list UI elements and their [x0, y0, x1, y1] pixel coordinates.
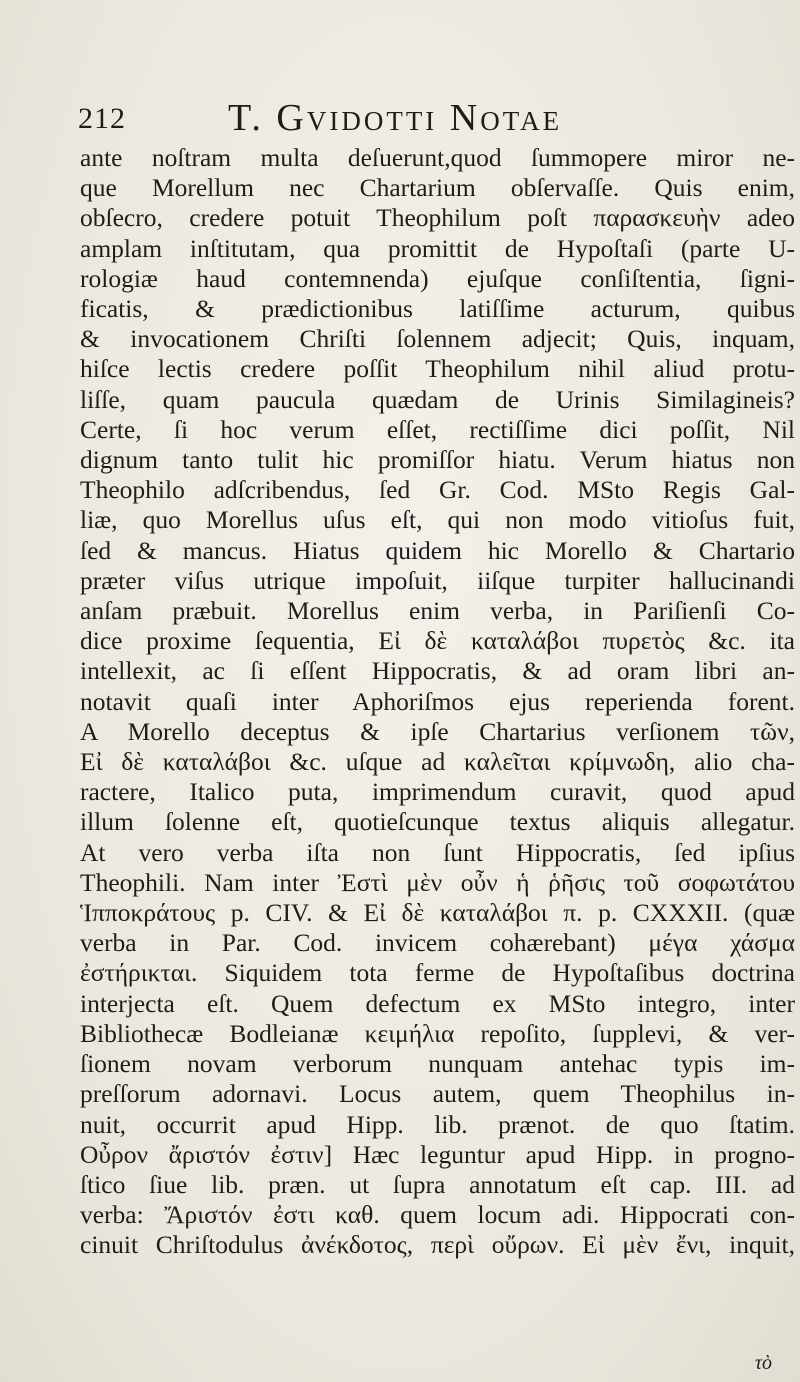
text-line: ractere, Italico puta, imprimendum curavit, quod apud — [80, 777, 795, 807]
text-line: Εἰ δὲ καταλάβοι &c. uſque ad καλεῖται κρίμνωδη, alio cha- — [80, 747, 795, 777]
text-line: Certe, ſi hoc verum eſſet, rectiſſime dici poſſit, Nil — [80, 414, 795, 444]
text-line: liſſe, quam paucula quædam de Urinis Similagineis? — [80, 384, 795, 414]
text-line: anſam præbuit. Morellus enim verba, in Pariſienſi Co- — [80, 596, 795, 626]
text-line: Οὖρον ἄριστόν ἐστιν] Hæc leguntur apud Hipp. in progno- — [80, 1139, 795, 1169]
text-line: hiſce lectis credere poſſit Theophilum nihil aliud protu- — [80, 354, 795, 384]
text-line: A Morello deceptus & ipſe Chartarius verſionem τῶν, — [80, 716, 795, 746]
text-line: præter viſus utrique impoſuit, iiſque turpiter hallucinandi — [80, 565, 795, 595]
page-number: 212 — [78, 102, 126, 135]
text-line: & invocationem Chriſti ſolennem adjecit; Quis, inquam, — [80, 324, 795, 354]
text-line: ſtico ſiue lib. præn. ut ſupra annotatum eſt cap. III. ad — [80, 1169, 795, 1199]
text-line: amplam inſtitutam, qua promittit de Hypoſtaſi (parte U- — [80, 233, 795, 263]
text-line: Theophili. Nam inter Ἐστὶ μὲν οὖν ἡ ῥῆσις τοῦ σοφωτάτου — [80, 867, 795, 897]
text-line: ſed & mancus. Hiatus quidem hic Morello & Chartario — [80, 535, 795, 565]
catchword: τὸ — [754, 1352, 772, 1374]
text-line: ſionem novam verborum nunquam antehac typis im- — [80, 1049, 795, 1079]
text-line: Bibliothecæ Bodleianæ κειμήλια repoſito, ſupplevi, & ver- — [80, 1018, 795, 1048]
text-line: preſſorum adornavi. Locus autem, quem Theophilus in- — [80, 1079, 795, 1109]
text-line: interjecta eſt. Quem defectum ex MSto integro, inter — [80, 988, 795, 1018]
text-line: nuit, occurrit apud Hipp. lib. prænot. de quo ſtatim. — [80, 1109, 795, 1139]
text-line: verba: Ἄριστόν ἐστι καθ. quem locum adi. Hippocrati con- — [80, 1200, 795, 1230]
running-title: T. Gvidotti Notae — [228, 97, 563, 139]
text-line: intellexit, ac ſi eſſent Hippocratis, & ad oram libri an- — [80, 656, 795, 686]
text-line: cinuit Chriſtodulus ἀνέκδοτος, περὶ οὔρων. Εἰ μὲν ἔνι, inquit, — [80, 1230, 795, 1260]
text-line: illum ſolenne eſt, quotieſcunque textus aliquis allegatur. — [80, 807, 795, 837]
running-head — [78, 96, 718, 146]
text-line: obſecro, credere potuit Theophilum poſt παρασκευὴν adeo — [80, 203, 795, 233]
text-line: rologiæ haud contemnenda) ejuſque conſiſtentia, ſigni- — [80, 263, 795, 293]
text-line: Theophilo adſcribendus, ſed Gr. Cod. MSto Regis Gal- — [80, 475, 795, 505]
text-line: que Morellum nec Chartarium obſervaſſe. Quis enim, — [80, 173, 795, 203]
text-line: At vero verba iſta non ſunt Hippocratis, ſed ipſius — [80, 837, 795, 867]
text-line: liæ, quo Morellus uſus eſt, qui non modo vitioſus fuit, — [80, 505, 795, 535]
text-line: dice proxime ſequentia, Εἰ δὲ καταλάβοι πυρετὸς &c. ita — [80, 626, 795, 656]
text-line: ante noſtram multa deſuerunt,quod ſummopere miror ne- — [80, 143, 795, 172]
body-text — [80, 143, 795, 1261]
text-line: ἐστήρικται. Siquidem tota ferme de Hypoſtaſibus doctrina — [80, 958, 795, 988]
text-line: verba in Par. Cod. invicem cohærebant) μέγα χάσμα — [80, 928, 795, 958]
text-line: ficatis, & prædictionibus latiſſime acturum, quibus — [80, 294, 795, 324]
text-line: dignum tanto tulit hic promiſſor hiatu. Verum hiatus non — [80, 445, 795, 475]
text-line: notavit quaſi inter Aphoriſmos ejus reperienda forent. — [80, 686, 795, 716]
text-line: Ἱπποκράτους p. CIV. & Εἰ δὲ καταλάβοι π. p. CXXXII. (quæ — [80, 898, 795, 928]
